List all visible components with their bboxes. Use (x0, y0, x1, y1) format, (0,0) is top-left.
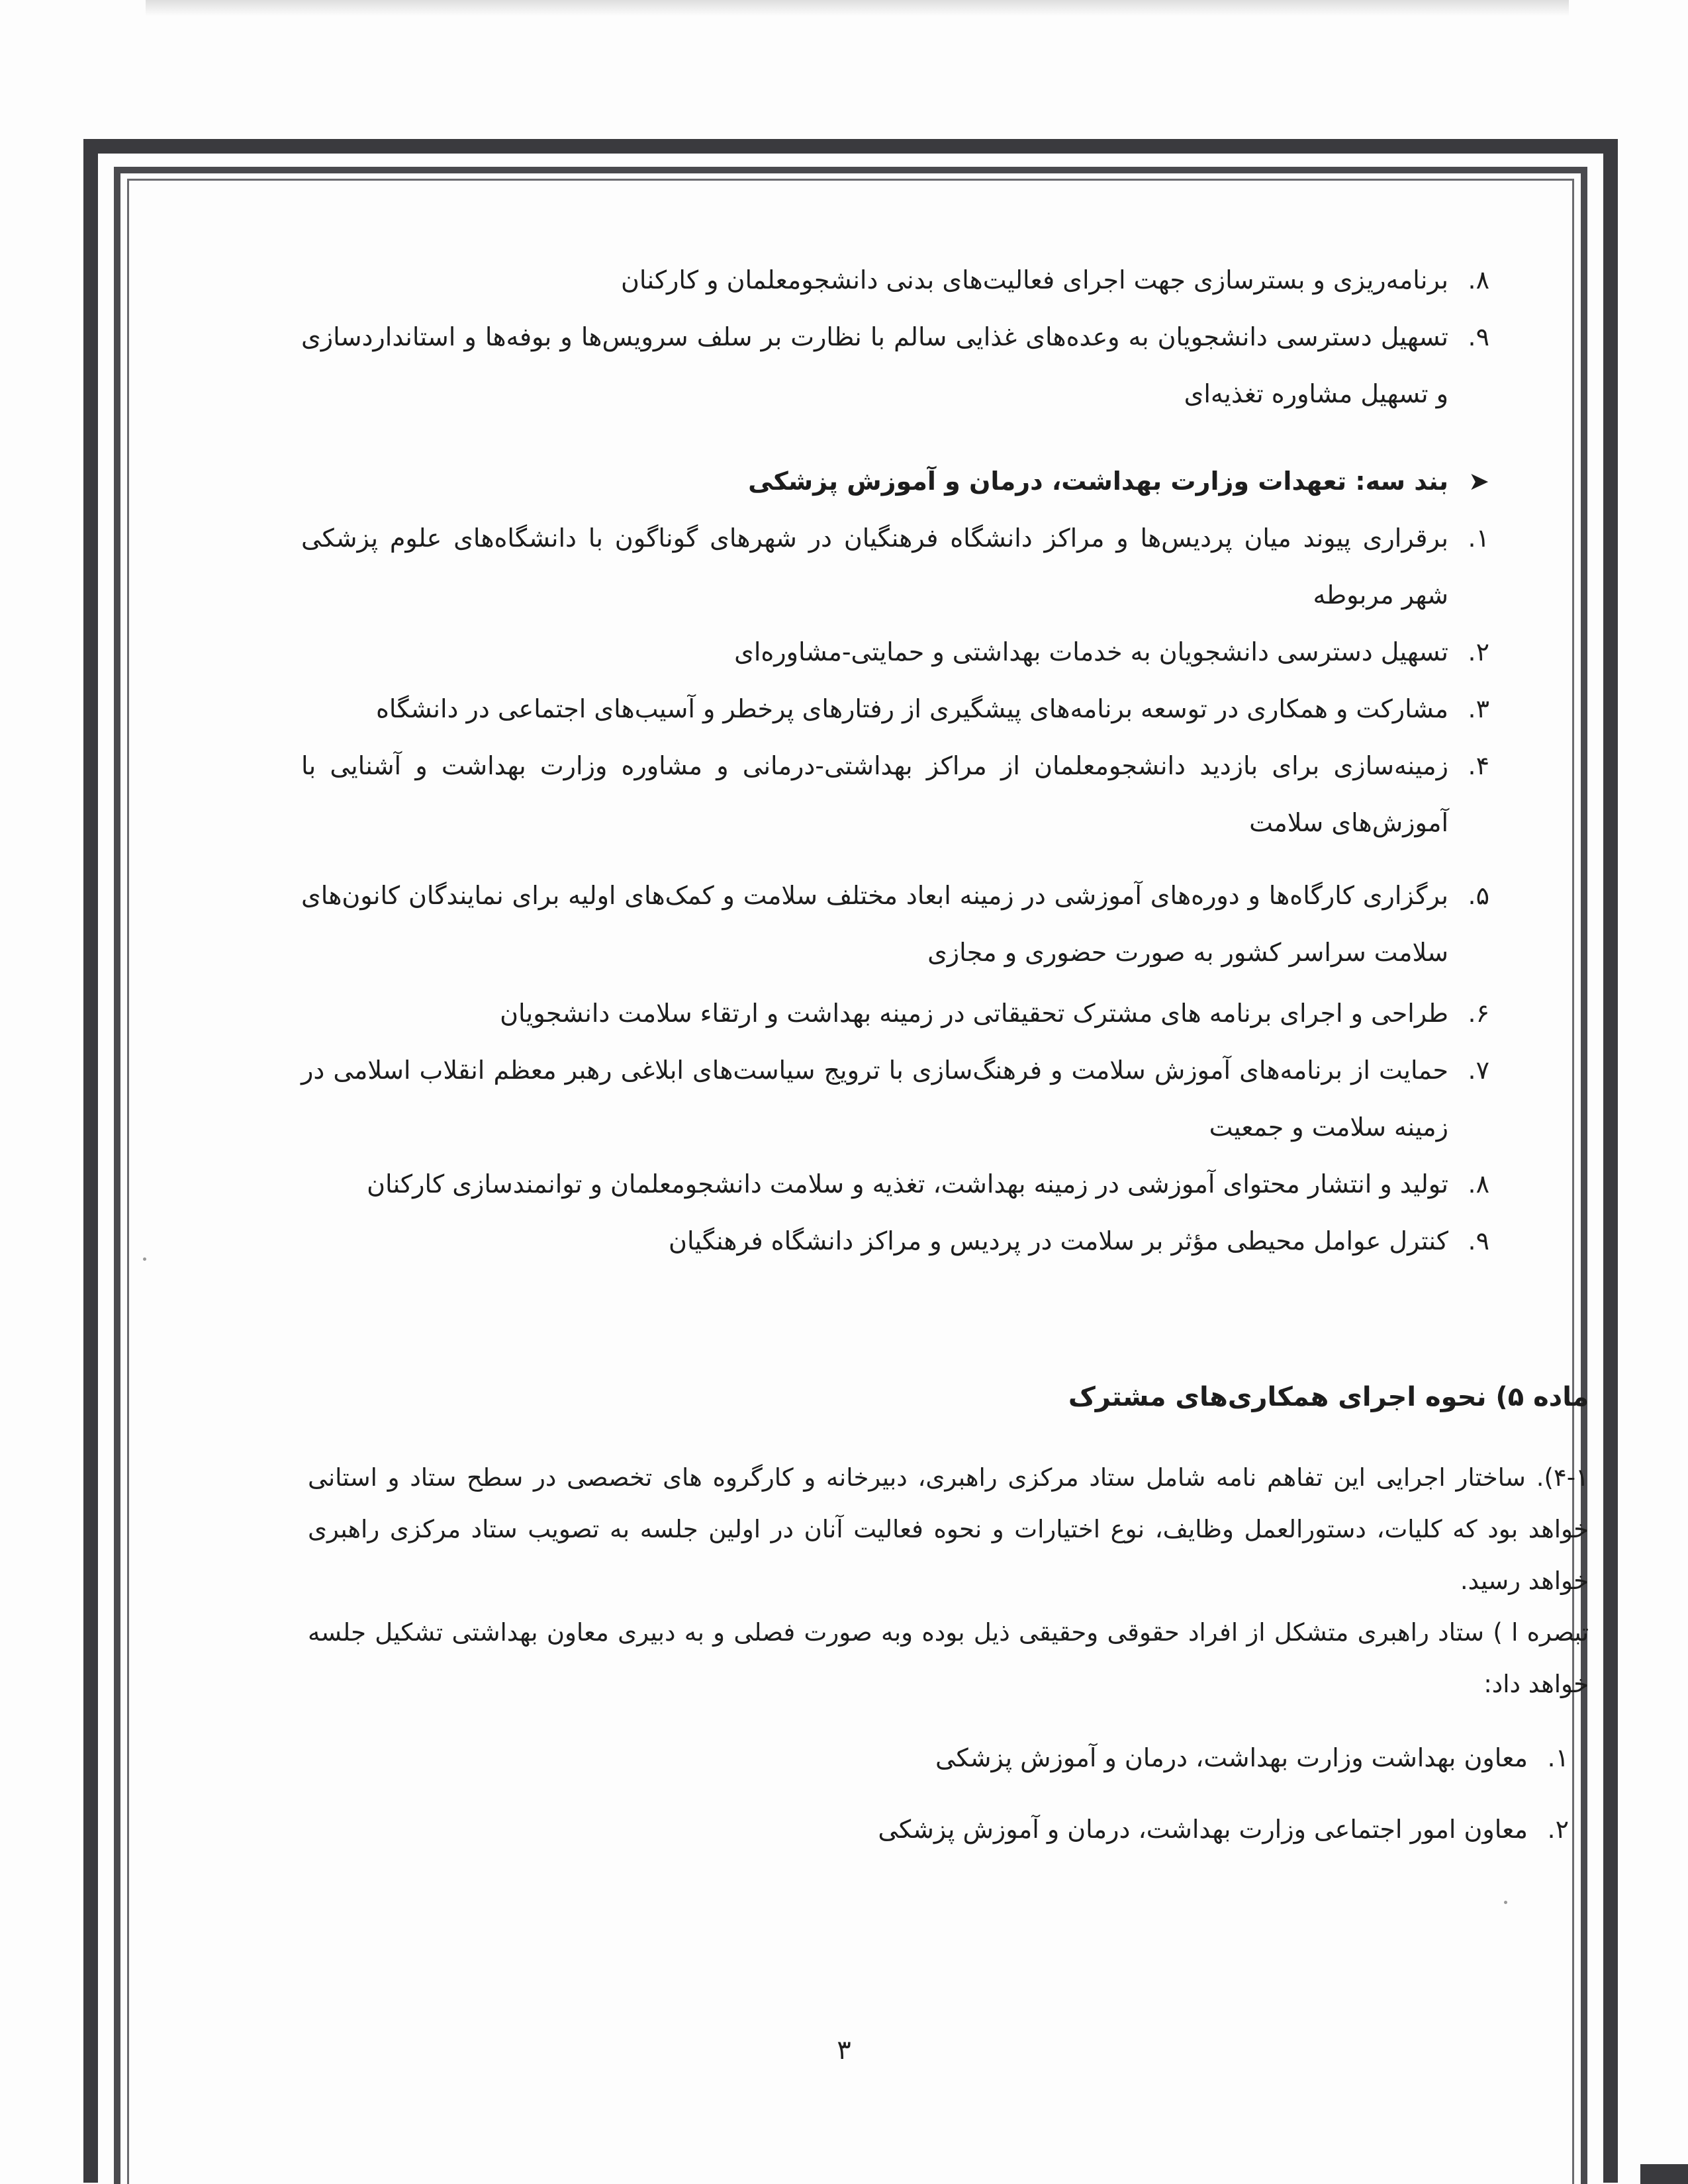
item-text: معاون بهداشت وزارت بهداشت، درمان و آموزش پزشکی (935, 1743, 1528, 1772)
item-number: ۹. (1468, 322, 1489, 351)
section-heading (199, 453, 1489, 510)
item-number: ۳. (1468, 694, 1489, 723)
scan-top-edge (146, 0, 1569, 16)
item-number: ۸. (1468, 265, 1489, 295)
list-item (301, 251, 1489, 308)
list-item (301, 1042, 1489, 1156)
item-number: ۱. (1547, 1743, 1569, 1772)
item-text: طراحی و اجرای برنامه های مشترک تحقیقاتی در زمینه بهداشت و ارتقاء سلامت دانشجویان (500, 999, 1448, 1028)
item-number: ۷. (1468, 1056, 1489, 1085)
item-number: ۲. (1468, 637, 1489, 666)
item-number: ۶. (1468, 999, 1489, 1028)
list-item (311, 1722, 1569, 1794)
item-number: ۵. (1468, 881, 1489, 910)
section-title: بند سه: تعهدات وزارت بهداشت، درمان و آموزش پزشکی (748, 467, 1448, 496)
item-text: برنامه‌ریزی و بسترسازی جهت اجرای فعالیت‌های بدنی دانشجومعلمان و کارکنان (621, 265, 1448, 295)
item-number: ۲. (1547, 1815, 1569, 1844)
item-text: کنترل عوامل محیطی مؤثر بر سلامت در پردیس و مراکز دانشگاه فرهنگیان (669, 1226, 1448, 1255)
arrow-bullet-icon: ➤ (1468, 467, 1489, 496)
item-text: معاون امور اجتماعی وزارت بهداشت، درمان و آموزش پزشکی (878, 1815, 1528, 1844)
note-paragraph: تبصره ا ) ستاد راهبری متشکل از افراد حقوقی وحقیقی ذیل بوده وبه صورت فصلی و به دبیری معاون بهداشتی تشکیل جلسه خواهد داد: (308, 1618, 1589, 1698)
page-number: ۳ (837, 2035, 851, 2066)
corner-logo (1640, 2164, 1688, 2184)
item-text: مشارکت و همکاری در توسعه برنامه‌های پیشگیری از رفتارهای پرخطر و آسیب‌های اجتماعی در دانشگاه (376, 694, 1448, 723)
item-text: زمینه‌سازی برای بازدید دانشجومعلمان از مراکز بهداشتی-درمانی و مشاوره وزارت بهداشت و آشنایی با آموزش‌های سلامت (301, 751, 1448, 837)
item-number: ۹. (1468, 1226, 1489, 1255)
item-text: تسهیل دسترسی دانشجویان به خدمات بهداشتی و حمایتی-مشاوره‌ای (734, 637, 1448, 666)
article-title: ماده ۵) نحوه اجرای همکاری‌های مشترک (1068, 1382, 1589, 1412)
list-item (311, 1794, 1569, 1865)
item-text: تسهیل دسترسی دانشجویان به وعده‌های غذایی سالم با نظارت بر سلف سرویس‌ها و بوفه‌ها و استانداردسازی و تسهیل مشاوره تغذیه‌ای (301, 322, 1448, 408)
list-item (301, 985, 1489, 1042)
list-item (301, 1156, 1489, 1212)
document-body (199, 251, 1589, 1865)
list-item (301, 680, 1489, 737)
item-number: ۱. (1468, 523, 1489, 553)
commitments-list-continued (301, 251, 1489, 422)
list-item (301, 737, 1489, 851)
scan-speck (1504, 1901, 1507, 1904)
list-item (301, 623, 1489, 680)
list-item (301, 510, 1489, 623)
item-text: برقراری پیوند میان پردیس‌ها و مراکز دانشگاه فرهنگیان در شهرهای گوناگون با دانشگاه‌های علوم پزشکی شهر مربوطه (301, 523, 1448, 610)
item-number: ۴. (1468, 751, 1489, 780)
list-item (301, 867, 1489, 981)
item-text: تولید و انتشار محتوای آموزشی در زمینه بهداشت، تغذیه و سلامت دانشجومعلمان و توانمندسازی کارکنان (367, 1169, 1448, 1199)
item-text: حمایت از برنامه‌های آموزش سلامت و فرهنگ‌سازی با ترویج سیاست‌های ابلاغی رهبر معظم انقلاب اسلامی در زمینه سلامت و جمعیت (301, 1056, 1448, 1142)
list-item (301, 1212, 1489, 1269)
scan-speck (143, 1257, 146, 1261)
ministry-commitments-list (301, 510, 1489, 1269)
item-text: برگزاری کارگاه‌ها و دوره‌های آموزشی در زمینه ابعاد مختلف سلامت و کمک‌های اولیه برای نمایندگان کانون‌های سلامت سراسر کشور به صورت حضوری و مجازی (301, 881, 1448, 967)
item-number: ۸. (1468, 1169, 1489, 1199)
article-paragraph: ۴-۱). ساختار اجرایی این تفاهم نامه شامل ستاد مرکزی راهبری، دبیرخانه و کارگروه های تخصصی در سطح ستاد و استانی خواهد بود که کلیات، دستورالعمل وظایف، نوع اختیارات و نحوه فعالیت آنان در اولین جلسه به تصویب ستاد مرکزی راهبری خواهد رسید. (308, 1463, 1589, 1595)
steering-members-list (311, 1722, 1569, 1865)
list-item (301, 308, 1489, 422)
